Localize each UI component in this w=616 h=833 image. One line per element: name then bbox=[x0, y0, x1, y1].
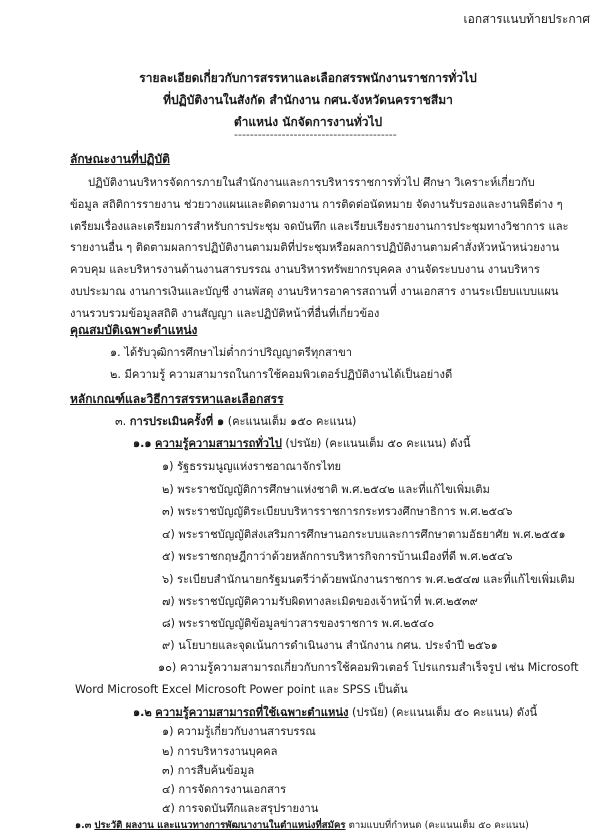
general-knowledge-item: ๑๐) ความรู้ความสามารถเกี่ยวกับการใช้คอมพิวเตอร์ โปรแกรมสำเร็จรูป เช่น Microsoft bbox=[158, 661, 579, 674]
section-title: ประวัติ ผลงาน และแนวทางการพัฒนางานในตำแหน่งที่สมัคร bbox=[94, 820, 346, 831]
section-number: ๑.๓ bbox=[75, 820, 92, 831]
job-nature-line: งบประมาณ งานการเงินและบัญชี งานพัสดุ งานบริหารอาคารสถานที่ งานเอกสาร งานระเบียบแบบแผน bbox=[70, 284, 559, 298]
general-knowledge-item: ๒) พระราชบัญญัติการศึกษาแห่งชาติ พ.ศ.๒๕๔๒ และที่แก้ไขเพิ่มเติม bbox=[162, 483, 490, 496]
section-1-2-heading bbox=[133, 703, 537, 721]
specific-knowledge-item: ๓) การสืบค้นข้อมูล bbox=[162, 764, 255, 777]
evaluation-round-1 bbox=[115, 412, 356, 430]
job-nature-line: เตรียมเรื่องและเตรียมการสำหรับการประชุม จดบันทึก และเรียบเรียงรายงานการประชุมทางวิชาการ และ bbox=[70, 219, 569, 233]
section-detail: (ปรนัย) (คะแนนเต็ม ๕๐ คะแนน) ดังนี้ bbox=[285, 437, 471, 450]
doc-title-line-2: ที่ปฏิบัติงานในสังกัด สำนักงาน กศน.จังหวัดนครราชสีมา bbox=[163, 93, 453, 107]
section-1-1-heading bbox=[133, 434, 471, 452]
job-nature-line: งานรวบรวมข้อมูลสถิติ งานสัญญา และปฏิบัติหน้าที่อื่นที่เกี่ยวข้อง bbox=[70, 306, 380, 320]
qualifications-heading: คุณสมบัติเฉพาะตำแหน่ง bbox=[70, 323, 198, 337]
section-detail: ตามแบบที่กำหนด bbox=[348, 820, 422, 831]
section-score: (คะแนนเต็ม ๕๐ คะแนน) bbox=[424, 820, 529, 831]
specific-knowledge-item: ๔) การจัดการงานเอกสาร bbox=[162, 783, 287, 796]
evaluation-title: การประเมินครั้งที่ ๑ bbox=[129, 415, 225, 428]
general-knowledge-item: ๗) พระราชบัญญัติความรับผิดทางละเมิดของเจ้าหน้าที่ พ.ศ.๒๕๓๙ bbox=[162, 595, 478, 608]
general-knowledge-item: ๙) นโยบายและจุดเน้นการดำเนินงาน สำนักงาน กศน. ประจำปี ๒๕๖๑ bbox=[162, 639, 498, 652]
general-knowledge-item-continued: Word Microsoft Excel Microsoft Power point และ SPSS เป็นต้น bbox=[75, 683, 408, 696]
section-detail: (ปรนัย) (คะแนนเต็ม ๕๐ คะแนน) ดังนี้ bbox=[352, 706, 538, 719]
section-title: ความรู้ความสามารถที่ใช้เฉพาะตำแหน่ง bbox=[155, 706, 349, 719]
section-number: ๑.๑ bbox=[133, 437, 152, 450]
doc-title-line-1: รายละเอียดเกี่ยวกับการสรรหาและเลือกสรรพนักงานราชการทั่วไป bbox=[139, 71, 477, 85]
criteria-heading: หลักเกณฑ์และวิธีการสรรหาและเลือกสรร bbox=[70, 392, 284, 406]
section-title: ความรู้ความสามารถทั่วไป bbox=[155, 437, 282, 450]
qualification-item: ๑. ได้รับวุฒิการศึกษาไม่ต่ำกว่าปริญญาตรีทุกสาขา bbox=[110, 346, 353, 359]
job-nature-line: ปฏิบัติงานบริหารจัดการภายในสำนักงานและการบริหารราชการทั่วไป ศึกษา วิเคราะห์เกี่ยวกับ bbox=[88, 176, 535, 189]
doc-title-line-3: ตำแหน่ง นักจัดการงานทั่วไป bbox=[233, 115, 383, 129]
specific-knowledge-item: ๒) การบริหารงานบุคคล bbox=[162, 745, 278, 758]
evaluation-score: (คะแนนเต็ม ๑๕๐ คะแนน) bbox=[227, 415, 357, 428]
job-nature-line: รายงานอื่น ๆ ติดตามผลการปฏิบัติงานตามมติที่ประชุมหรือผลการปฏิบัติงานตามคำสั่งหัวหน้าหน่วยงาน bbox=[70, 241, 560, 255]
job-nature-line: ข้อมูล สถิติการรายงาน ช่วยวางแผนและติดตามงาน การติดต่อนัดหมาย จัดงานรับรองและงานพิธีต่าง ๆ bbox=[70, 197, 563, 211]
section-number: ๑.๒ bbox=[133, 706, 152, 719]
section-1-3-heading bbox=[75, 818, 529, 833]
general-knowledge-item: ๑) รัฐธรรมนูญแห่งราชอาณาจักรไทย bbox=[162, 460, 342, 473]
specific-knowledge-item: ๑) ความรู้เกี่ยวกับงานสารบรรณ bbox=[162, 725, 316, 738]
job-nature-heading: ลักษณะงานที่ปฏิบัติ bbox=[70, 152, 170, 166]
evaluation-number: ๓. bbox=[115, 415, 127, 428]
specific-knowledge-item: ๕) การจดบันทึกและสรุปรายงาน bbox=[162, 802, 319, 815]
title-separator: ----------------------------------------- bbox=[234, 128, 397, 141]
general-knowledge-item: ๕) พระราชกฤษฎีกาว่าด้วยหลักการบริหารกิจการบ้านเมืองที่ดี พ.ศ.๒๕๔๖ bbox=[162, 550, 513, 563]
job-nature-text bbox=[70, 172, 590, 325]
general-knowledge-item: ๖) ระเบียบสำนักนายกรัฐมนตรีว่าด้วยพนักงานราชการ พ.ศ.๒๕๔๗ และที่แก้ไขเพิ่มเติม bbox=[162, 573, 575, 586]
qualification-item: ๒. มีความรู้ ความสามารถในการใช้คอมพิวเตอร์ปฏิบัติงานได้เป็นอย่างดี bbox=[110, 368, 453, 381]
attachment-note: เอกสารแนบท้ายประกาศ bbox=[463, 12, 590, 26]
general-knowledge-item: ๘) พระราชบัญญัติข้อมูลข่าวสารของราชการ พ.ศ.๒๕๔๐ bbox=[162, 617, 435, 630]
job-nature-line: ควบคุม และบริหารงานด้านงานสารบรรณ งานบริหารทรัพยากรบุคคล งานจัดระบบงาน งานบริหาร bbox=[70, 263, 540, 277]
general-knowledge-item: ๔) พระราชบัญญัติส่งเสริมการศึกษานอกระบบและการศึกษาตามอัธยาศัย พ.ศ.๒๕๕๑ bbox=[162, 528, 566, 541]
general-knowledge-item: ๓) พระราชบัญญัติระเบียบบริหารราชการกระทรวงศึกษาธิการ พ.ศ.๒๕๔๖ bbox=[162, 505, 513, 518]
